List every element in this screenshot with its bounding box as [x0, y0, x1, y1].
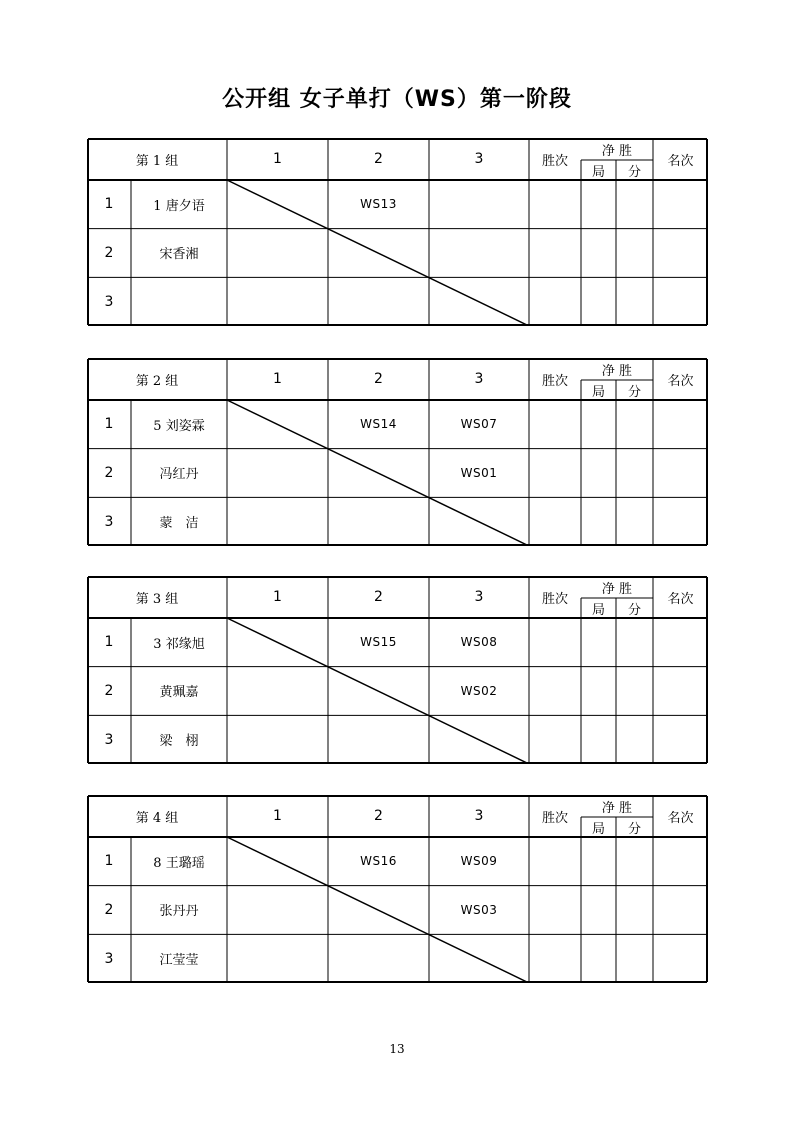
match-code	[328, 886, 429, 935]
header-wins: 胜次	[541, 153, 568, 169]
header-col-3: 3	[474, 371, 484, 387]
match-code	[328, 934, 429, 983]
header-net: 净 胜	[601, 363, 633, 379]
player-name: 黄珮嘉	[159, 685, 199, 701]
player-name: 江莹莹	[159, 953, 199, 969]
match-code: WS15	[360, 635, 397, 650]
row-number: 1	[104, 634, 114, 651]
header-wins: 胜次	[541, 810, 568, 826]
group-table-1	[87, 138, 708, 326]
match-code: WS16	[360, 854, 397, 869]
header-rank: 名次	[667, 153, 694, 169]
header-points: 分	[627, 821, 641, 837]
header-col-3: 3	[474, 808, 484, 824]
match-code	[328, 449, 429, 498]
match-code: WS09	[460, 854, 498, 869]
header-net: 净 胜	[601, 800, 633, 816]
group-table-4	[87, 795, 708, 983]
header-col-2: 2	[374, 151, 383, 167]
match-code	[328, 229, 429, 278]
row-number: 3	[104, 950, 114, 967]
header-points: 分	[627, 384, 641, 400]
header-games: 局	[591, 164, 605, 180]
header-games: 局	[591, 602, 605, 618]
group-table-2	[87, 358, 708, 546]
group-label: 第 2 组	[135, 373, 179, 389]
match-code: WS14	[360, 417, 397, 432]
match-code: WS13	[360, 197, 397, 212]
match-code	[429, 229, 529, 278]
header-col-3: 3	[474, 151, 484, 167]
header-col-1: 1	[273, 371, 282, 387]
header-col-2: 2	[374, 371, 383, 387]
header-games: 局	[591, 384, 605, 400]
player-name	[131, 277, 227, 326]
header-rank: 名次	[667, 810, 694, 826]
header-net: 净 胜	[601, 581, 633, 597]
header-col-1: 1	[273, 808, 282, 824]
player-name: 宋香湘	[159, 247, 199, 263]
player-name: 3 祁缘旭	[153, 636, 205, 652]
match-code: WS03	[460, 902, 498, 917]
header-col-1: 1	[273, 151, 282, 167]
player-name: 蒙 洁	[159, 516, 199, 532]
row-number: 2	[104, 464, 114, 481]
player-name: 1 唐夕语	[153, 198, 205, 214]
match-code	[328, 497, 429, 546]
header-points: 分	[627, 164, 641, 180]
header-net: 净 胜	[601, 143, 633, 159]
match-code: WS02	[460, 683, 498, 698]
group-label: 第 3 组	[135, 591, 179, 607]
match-code: WS07	[460, 417, 498, 432]
group-label: 第 1 组	[135, 153, 179, 169]
match-code	[429, 277, 529, 326]
row-number: 1	[104, 416, 114, 433]
header-rank: 名次	[667, 373, 694, 389]
header-games: 局	[591, 821, 605, 837]
header-wins: 胜次	[541, 373, 568, 389]
header-col-3: 3	[474, 589, 484, 605]
match-code	[328, 277, 429, 326]
match-code: WS08	[460, 635, 498, 650]
row-number: 3	[104, 513, 114, 530]
match-code	[429, 934, 529, 983]
player-name: 5 刘姿霖	[153, 418, 205, 434]
match-code	[429, 715, 529, 764]
match-code: WS01	[460, 465, 498, 480]
group-label: 第 4 组	[135, 810, 179, 826]
row-number: 1	[104, 196, 114, 213]
header-col-2: 2	[374, 589, 383, 605]
group-table-3	[87, 576, 708, 764]
header-col-1: 1	[273, 589, 282, 605]
row-number: 2	[104, 682, 114, 699]
header-points: 分	[627, 602, 641, 618]
header-wins: 胜次	[541, 591, 568, 607]
match-code	[429, 180, 529, 229]
player-name: 8 王璐瑶	[153, 855, 205, 871]
row-number: 2	[104, 901, 114, 918]
player-name: 梁 栩	[159, 734, 199, 750]
player-name: 张丹丹	[159, 904, 199, 920]
page-title: 公开组 女子单打（WS）第一阶段	[222, 87, 572, 112]
page-number: 13	[389, 1042, 405, 1056]
row-number: 3	[104, 293, 114, 310]
player-name: 冯红丹	[159, 467, 199, 483]
header-rank: 名次	[667, 591, 694, 607]
match-code	[429, 497, 529, 546]
row-number: 1	[104, 853, 114, 870]
match-code	[328, 715, 429, 764]
match-code	[328, 667, 429, 716]
row-number: 2	[104, 244, 114, 261]
header-col-2: 2	[374, 808, 383, 824]
row-number: 3	[104, 731, 114, 748]
